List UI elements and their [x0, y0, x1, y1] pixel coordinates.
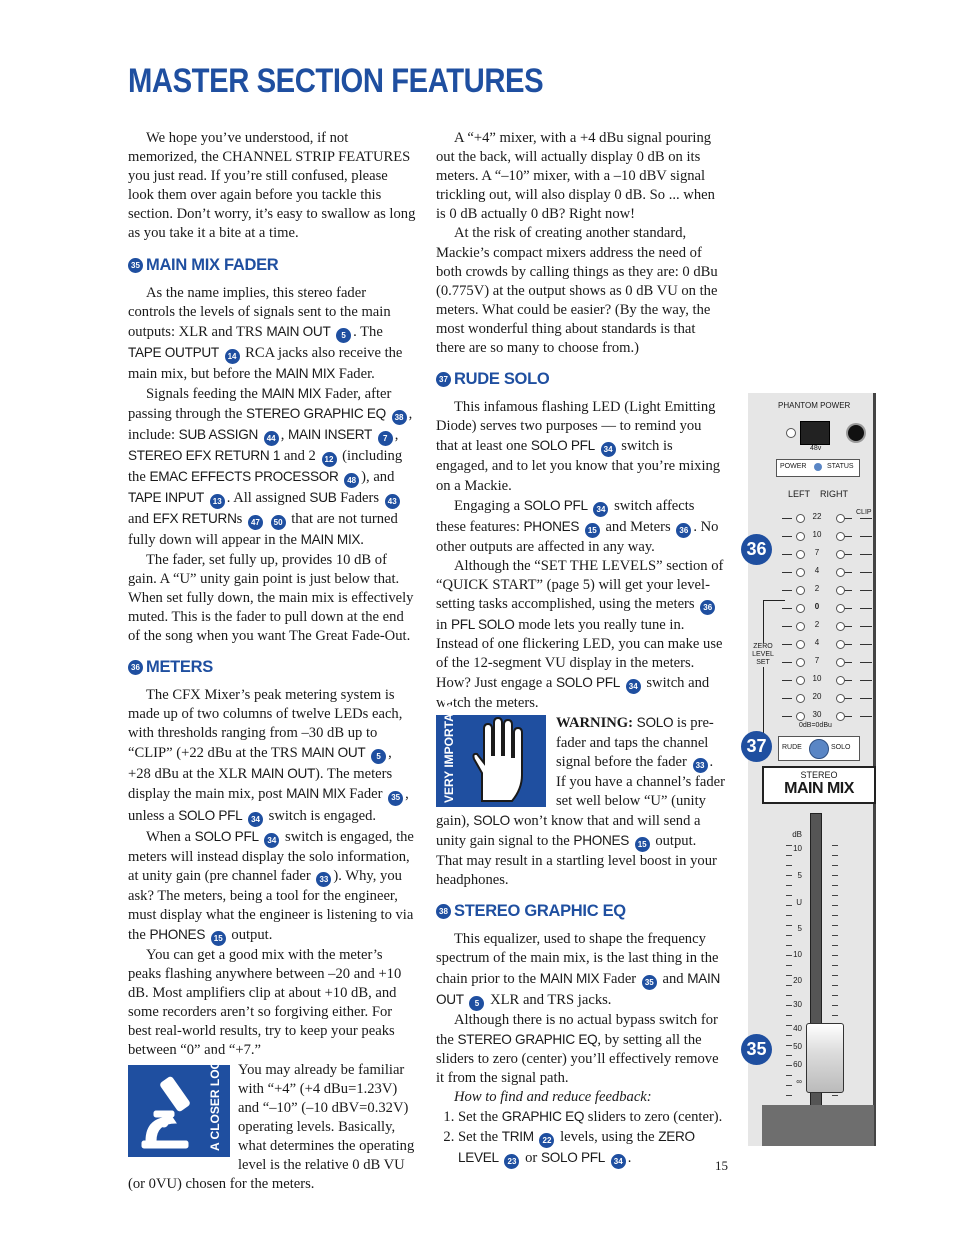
meters-para-2: When a SOLO PFL 34 switch is engaged, the meters will instead display the solo information, at unity gain (pre channel fader 33 ). Why, you ask? The meters, being a tool for the engineer, must display what the engineer is listening to via the PHONES 15 output. [128, 827, 416, 946]
fader-tick [832, 865, 838, 866]
fader-tick [786, 1035, 792, 1036]
section-heading-rude-solo: 37 RUDE SOLO [436, 370, 726, 389]
fader-tick [832, 895, 838, 896]
fader-knob[interactable] [806, 1023, 844, 1093]
fader-tick [832, 1015, 838, 1016]
ref-badge: 15 [211, 931, 226, 946]
main-mix-fader-para-1: As the name implies, this stereo fader controls the levels of signals sent to the main outputs: XLR and TRS MAIN OUT 5 . The TAPE OUTPUT 14 RCA jacks also receive the main mix, but before the MAIN MIX Fader. [128, 284, 403, 382]
ref-badge: 34 [593, 502, 608, 517]
fader-tick [786, 1015, 792, 1016]
section-number-badge: 38 [436, 904, 451, 919]
meter-label: 2 [814, 584, 820, 593]
fader-tick [786, 1095, 792, 1096]
meter-led [836, 676, 845, 685]
ref-badge: 33 [316, 872, 331, 887]
meters-para-4: You may already be familiar with “+4” (+4 dBu=1.23V) and “–10” (–10 dBV=0.32V) operating levels. Basically, what determines the operating level is the relative 0 dB VU (or 0VU) chosen for the meters. [128, 1061, 415, 1193]
fader-tick [786, 1005, 792, 1006]
fader-tick [786, 895, 792, 896]
feedback-steps [436, 1107, 726, 1169]
section-heading-stereo-graphic-eq: 38 STEREO GRAPHIC EQ [436, 902, 726, 921]
rude-solo-para-2: Engaging a SOLO PFL 34 switch affects these features: PHONES 15 and Meters 36 . No other outputs are affected in any way. [436, 497, 719, 555]
ref-badge: 38 [392, 410, 407, 425]
fader-tick [786, 915, 792, 916]
fader-scale-label: 60 [793, 1060, 802, 1069]
fader-scale-label: 5 [797, 871, 802, 880]
phantom-power-label: PHANTOM POWER [778, 401, 851, 410]
power-status-box: POWER STATUS [776, 459, 860, 477]
main-mix-box: STEREO MAIN MIX [762, 766, 876, 804]
column-middle [436, 129, 726, 1169]
intro-paragraph: We hope you’ve understood, if not memorized, the CHANNEL STRIP FEATURES you just read. If you’re still confused, please look them over again before you tackle this section. Don’t worry, it’s easy to swallow as long as you take it a bite at a time. [128, 130, 416, 242]
meter-label: 10 [812, 674, 822, 683]
meter-led [836, 694, 845, 703]
meter-led [836, 514, 845, 523]
ref-badge: 35 [642, 975, 657, 990]
fader-scale-label: ∞ [796, 1077, 802, 1086]
meter-label: 2 [814, 620, 820, 629]
ref-badge: 34 [611, 1154, 626, 1169]
jack-icon [848, 425, 864, 441]
fader-tick [786, 885, 792, 886]
meter-label: 7 [814, 548, 820, 557]
ref-badge: 43 [385, 494, 400, 509]
meter-led [836, 604, 845, 613]
ref-badge: 48 [344, 473, 359, 488]
callout-badge-37: 37 [741, 731, 772, 762]
meter-led [796, 676, 805, 685]
ref-badge: 34 [264, 833, 279, 848]
rude-solo-led [809, 739, 829, 759]
list-item: 2. Set the TRIM 22 levels, using the ZERO LEVEL 23 or SOLO PFL 34 . [458, 1127, 726, 1169]
fader-tick [786, 975, 792, 976]
phantom-power-switch [800, 421, 830, 445]
fader-tick [786, 925, 792, 926]
section-heading-meters: 36 METERS [128, 658, 416, 677]
ref-badge: 13 [210, 494, 225, 509]
fader-tick [786, 955, 792, 956]
fader-tick [786, 1085, 792, 1086]
meter-set-arrow [763, 600, 785, 601]
fader-tick [786, 995, 792, 996]
fader-scale-label: 30 [793, 1000, 802, 1009]
ref-badge: 34 [626, 679, 641, 694]
fader-scale-label: 50 [793, 1042, 802, 1051]
meter-led [836, 532, 845, 541]
meter-led [796, 694, 805, 703]
meter-led [796, 550, 805, 559]
fader-tick [832, 945, 838, 946]
meter-led [796, 586, 805, 595]
fader-tick [832, 1095, 838, 1096]
fader-scale-label: 10 [793, 950, 802, 959]
meter-row [748, 567, 876, 577]
rude-solo-box: RUDE SOLO [778, 736, 860, 761]
page-number: 15 [715, 1158, 728, 1173]
meters-para-3: You can get a good mix with the meter’s peaks flashing anywhere between –20 and +10 dB. Most amplifiers clip at about +10 dB, and some recorders aren’t so forgiving either. For best real-world results, try to keep your peaks between “0” and “+7.” [128, 947, 402, 1059]
page-title: MASTER SECTION FEATURES [128, 62, 544, 100]
panel-bottom-block [762, 1105, 874, 1146]
meter-led [836, 640, 845, 649]
ref-badge: 34 [248, 812, 263, 827]
meter-label: 10 [812, 530, 822, 539]
meters-para-1: The CFX Mixer’s peak metering system is made up of two columns of twelve LEDs each, with thresholds ranging from –30 dB up to “CLIP” (+22 dBu at the TRS MAIN OUT 5 , +28 dBu at the XLR MAIN OUT). The meters display the main mix, post MAIN MIX Fader 35 , unless a SOLO PFL 34 switch is engaged. [128, 686, 416, 827]
fader-tick [786, 875, 792, 876]
fader-tick [786, 845, 792, 846]
ref-badge: 36 [676, 523, 691, 538]
fader-tick [786, 985, 792, 986]
meter-led [796, 622, 805, 631]
section-number-badge: 37 [436, 372, 451, 387]
meter-label: 4 [814, 638, 820, 647]
ref-badge: 36 [700, 600, 715, 615]
ref-badge: 34 [601, 442, 616, 457]
main-mix-fader-para-3: The fader, set fully up, provides 10 dB of gain. A “U” unity gain point is just below that. When set fully down, the main mix is effectively muted. This is the fader to pull down at the end of the song when you want The Great Fade-Out. [128, 551, 414, 644]
meter-label: 7 [814, 656, 820, 665]
fader-scale-label: 5 [797, 924, 802, 933]
meter-row [748, 585, 876, 595]
ref-badge: 23 [504, 1154, 519, 1169]
meter-led [836, 586, 845, 595]
mixer-panel-illustration: PHANTOM POWER 48v POWER STATUS LEFT RIGHT CLIP 22 10 7 4 2 0 2 4 7 10 20 30 ZERO LEVEL SET 0dB=0dBu RUDE SOLO STEREO MAIN MIX dB 10 5 U 5 10 20 30 40 50 60 ∞ [748, 393, 876, 1146]
fader-tick [786, 945, 792, 946]
eq-howto-heading: How to find and reduce feedback: [454, 1088, 652, 1105]
fader-tick [786, 865, 792, 866]
fader-tick [832, 915, 838, 916]
fader-tick [832, 875, 838, 876]
very-important-icon [436, 697, 546, 807]
fader-tick [832, 955, 838, 956]
ref-badge: 44 [264, 431, 279, 446]
ref-badge: 5 [336, 328, 351, 343]
zero-level-set-label: ZERO LEVEL SET [748, 643, 778, 667]
fader-tick [786, 1075, 792, 1076]
fader-scale-label: 10 [793, 844, 802, 853]
rude-solo-para-1: This infamous flashing LED (Light Emitting Diode) serves two purposes — to remind you that at least one SOLO PFL 34 switch is engaged, and to let you know that you’re mixing on a Mackie. [436, 399, 721, 494]
fader-tick [786, 1045, 792, 1046]
ref-badge: 15 [635, 837, 650, 852]
fader-tick [786, 935, 792, 936]
meter-led [796, 532, 805, 541]
phantom-led [786, 428, 796, 438]
meter-row [748, 711, 876, 721]
fader-tick [832, 885, 838, 886]
fader-scale-label: 20 [793, 976, 802, 985]
ref-badge: 33 [693, 758, 708, 773]
fader-tick [832, 845, 838, 846]
fader-tick [832, 935, 838, 936]
fader-tick [832, 855, 838, 856]
meter-row [748, 675, 876, 685]
fader-scale-label: 40 [793, 1024, 802, 1033]
levels-para-2: At the risk of creating another standard, Mackie’s compact mixers address the need of both crowds by calling things as they are: 0 dBu (0.775V) at the output shows as 0 dB VU on the meters. What could be easier? (By the way, the most wonderful thing about standards is that there are so many to choose from.) [436, 225, 718, 357]
closer-look-label: A CLOSER LOOK [208, 1051, 222, 1151]
fader-tick [832, 985, 838, 986]
fader-tick [786, 1055, 792, 1056]
ref-badge: 50 [271, 515, 286, 530]
fader-tick [832, 925, 838, 926]
callout-badge-36: 36 [741, 534, 772, 565]
ref-badge: 12 [322, 452, 337, 467]
meter-led [796, 514, 805, 523]
fader-tick [832, 1005, 838, 1006]
closer-look-icon [128, 1051, 230, 1157]
meter-led [836, 550, 845, 559]
main-mix-fader-para-2: Signals feeding the MAIN MIX Fader, after passing through the STEREO GRAPHIC EQ 38 , include: SUB ASSIGN 44 , MAIN INSERT 7 , STEREO EFX RETURN 1 and 2 12 (including the EMAC EFFECTS PROCESSOR 48 ), and TAPE INPUT 13 . All assigned SUB Faders 43 and EFX RETURNs 47 50 that are not turned fully down will appear in the MAIN MIX. [128, 386, 413, 549]
ref-badge: 7 [378, 431, 393, 446]
meter-led [796, 712, 805, 721]
meter-led [796, 640, 805, 649]
meter-led [796, 568, 805, 577]
meter-led [796, 658, 805, 667]
fader-tick [832, 995, 838, 996]
fader-tick [786, 905, 792, 906]
meter-row [748, 621, 876, 631]
very-important-label: VERY IMPORTANT [442, 697, 456, 804]
ref-badge: 5 [371, 749, 386, 764]
warning-text: WARNING: SOLO is pre-fader and taps the channel signal before the fader 33 . If you have a channel’s fader set well below “U” (unity gain), SOLO won’t know that and will send a unity gain signal to the PHONES 15 output. That may result in a startling level boost in your headphones. [436, 715, 725, 889]
meter-label: 30 [812, 710, 822, 719]
meter-led [836, 622, 845, 631]
column-left [128, 129, 416, 1194]
meter-led [836, 658, 845, 667]
eq-para-1: This equalizer, used to shape the frequency spectrum of the main mix, is the last thing in the chain prior to the MAIN MIX Fader 35 and MAIN OUT 5 XLR and TRS jacks. [436, 930, 726, 1010]
warning-block [436, 697, 726, 890]
section-number-badge: 35 [128, 258, 143, 273]
meter-label: 20 [812, 692, 822, 701]
eq-para-2: Although there is no actual bypass switch for the STEREO GRAPHIC EQ, by setting all the sliders to zero (center) you’ll effectively remove it from the signal path. [436, 1011, 719, 1086]
rude-solo-para-3: Although the “SET THE LEVELS” section of “QUICK START” (page 5) will get your level-setting tasks accomplished, using the meters 36 in PFL SOLO mode lets you really tune in. Instead of one flickering LED, you can make use of the 12-segment VU display in the meters. How? Just engage a SOLO PFL 34 switch and watch the meters. [436, 557, 724, 712]
fader-scale-label: U [796, 898, 802, 907]
meter-row [748, 693, 876, 703]
fader-tick [786, 1025, 792, 1026]
ref-badge: 15 [585, 523, 600, 538]
closer-look-block [128, 1051, 416, 1195]
fader-scale-label: dB [792, 830, 802, 839]
meter-label: 22 [812, 512, 822, 521]
ref-badge: 47 [248, 515, 263, 530]
ref-badge: 14 [225, 349, 240, 364]
fader-tick [786, 965, 792, 966]
ref-badge: 5 [469, 996, 484, 1011]
meter-led [836, 568, 845, 577]
ref-badge: 22 [539, 1133, 554, 1148]
section-number-badge: 36 [128, 660, 143, 675]
callout-badge-35: 35 [741, 1034, 772, 1065]
list-item: 1. Set the GRAPHIC EQ sliders to zero (center). [458, 1107, 726, 1127]
ref-badge: 35 [388, 791, 403, 806]
meter-row [748, 603, 876, 613]
meter-label: 0 [814, 602, 820, 611]
meter-row [748, 513, 876, 523]
section-heading-main-mix-fader: 35 MAIN MIX FADER [128, 256, 416, 275]
status-led [814, 463, 822, 471]
fader-tick [832, 905, 838, 906]
meter-label: 4 [814, 566, 820, 575]
levels-para-1: A “+4” mixer, with a +4 dBu signal pouring out the back, will actually display 0 dB on its meters. A “–10” mixer, with a –10 dBV signal trickling out, will also display 0 dB. So ... when is 0 dB actually 0 dB? Right now! [436, 130, 715, 223]
meter-led [836, 712, 845, 721]
fader-tick [786, 1065, 792, 1066]
meter-led [796, 604, 805, 613]
fader-tick [832, 975, 838, 976]
fader-tick [832, 965, 838, 966]
fader-tick [786, 855, 792, 856]
